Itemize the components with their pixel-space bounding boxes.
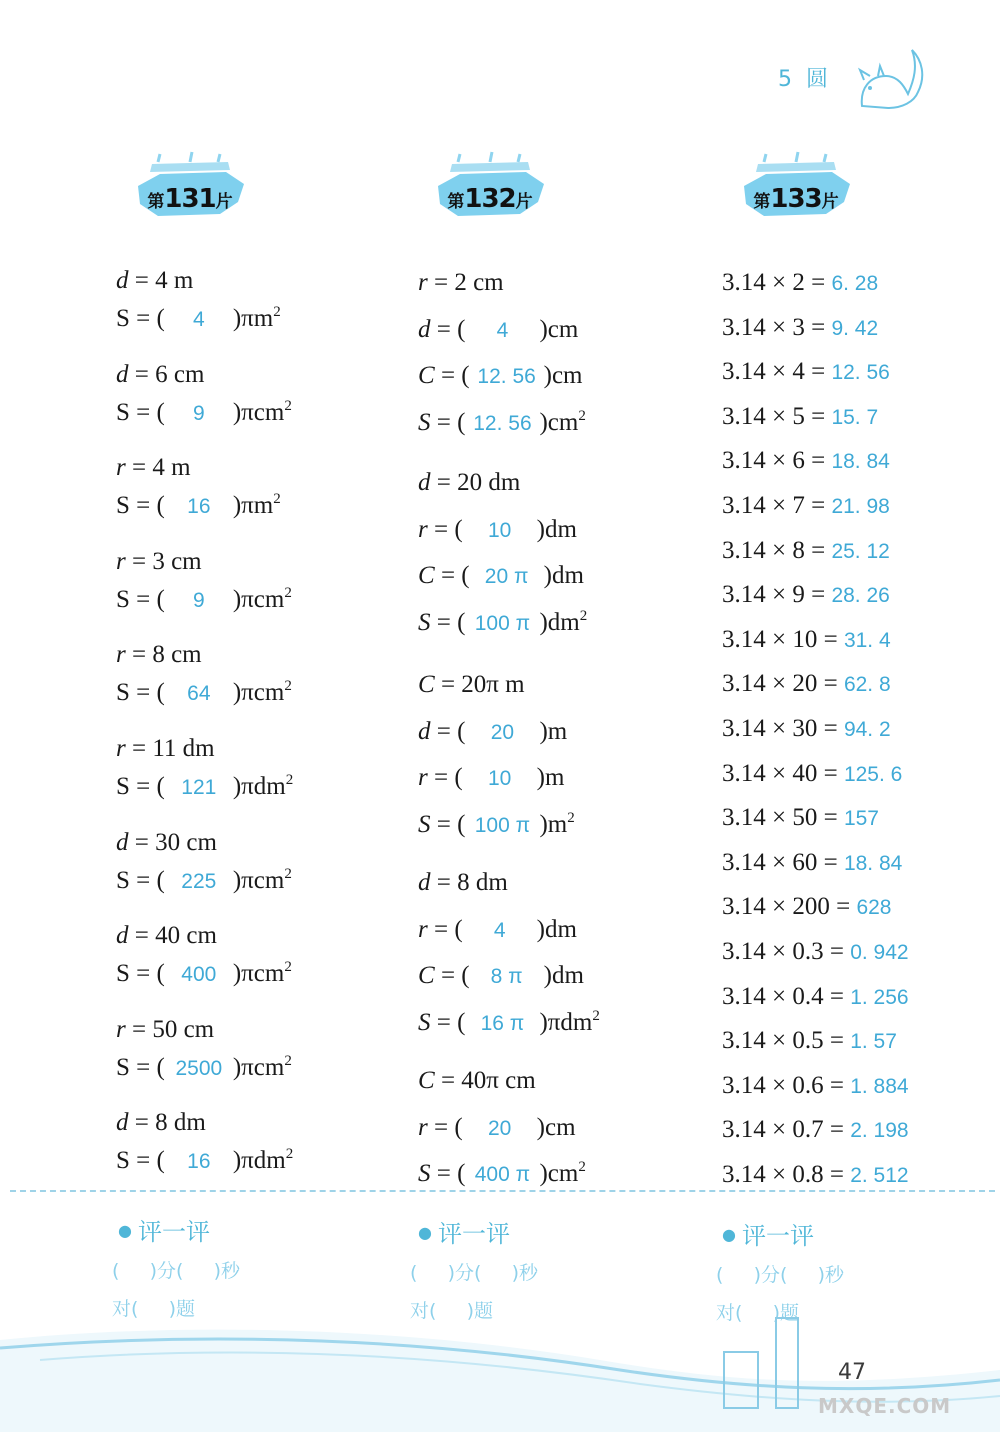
variable: d — [418, 869, 431, 896]
area-line — [116, 491, 281, 522]
blank-line — [418, 1008, 600, 1039]
given-value: = 8 dm — [430, 869, 508, 896]
answer-value: 400 π — [474, 1163, 531, 1186]
given-variable: r — [116, 735, 126, 762]
answer-value: 628 — [856, 896, 892, 920]
area-label: S = ( — [116, 679, 165, 707]
given-variable: r — [116, 454, 126, 482]
variable: S — [418, 810, 431, 838]
given-value: = 4 m — [128, 267, 194, 294]
equals-paren: = ( — [430, 1160, 466, 1187]
badge-suffix: 片 — [215, 192, 233, 212]
given-value: = 8 cm — [125, 641, 202, 669]
answer-value: 12. 56 — [473, 411, 532, 435]
blank-line — [418, 515, 577, 546]
multiplication-line — [722, 1115, 909, 1146]
equals-paren: = ( — [434, 562, 470, 589]
unit-label: )dm — [536, 915, 577, 943]
answer-value: 100 π — [474, 611, 531, 635]
answer-value: 1. 57 — [850, 1030, 897, 1054]
blank-line — [418, 810, 575, 841]
area-line — [116, 772, 293, 803]
unit-exponent: 2 — [284, 584, 292, 601]
expression: 3.14 × 8 = — [722, 536, 826, 564]
chapter-number: 5 — [778, 67, 806, 92]
answer-value: 9 — [192, 588, 205, 612]
variable: C — [418, 962, 435, 989]
evaluation-correct: 对( )题 — [112, 1298, 196, 1320]
answer-value: 225 — [181, 869, 217, 893]
answer-value: 25. 12 — [831, 539, 890, 563]
given-value: = 2 cm — [427, 269, 504, 296]
answer-value: 2. 512 — [850, 1164, 909, 1187]
unit-exponent: 2 — [285, 1146, 294, 1163]
given-value: = 40π cm — [434, 1067, 536, 1094]
unit-exponent: 2 — [284, 678, 292, 695]
badge-132 — [430, 150, 550, 230]
answer-value: 125. 6 — [843, 762, 903, 786]
unit-exponent: 2 — [579, 607, 588, 624]
given-value: = 3 cm — [125, 547, 202, 575]
answer-value: 18. 84 — [831, 450, 890, 474]
answer-value: 400 — [181, 963, 217, 987]
badge-prefix: 第 — [753, 192, 771, 212]
unit-label: )πcm — [232, 679, 285, 707]
answer-value: 6. 28 — [831, 272, 879, 295]
answer-value: 62. 8 — [843, 673, 891, 697]
unit-label: )πdm — [232, 1147, 286, 1175]
badge-suffix: 片 — [515, 192, 533, 212]
answer-value: 18. 84 — [843, 851, 903, 875]
blank-line — [418, 561, 584, 592]
badge-133 — [736, 150, 856, 230]
answer-value: 15. 7 — [831, 405, 879, 429]
given-line — [116, 921, 217, 951]
area-line — [116, 1146, 293, 1177]
variable: C — [418, 671, 435, 698]
area-label: S = ( — [116, 866, 165, 894]
blank-line — [418, 315, 578, 346]
answer-value: 12. 56 — [831, 361, 890, 385]
given-line — [116, 360, 204, 390]
expression: 3.14 × 9 = — [722, 581, 826, 609]
answer-value: 16 — [187, 1150, 211, 1174]
unit-label: )dm — [543, 562, 584, 589]
given-value: = 40 cm — [128, 922, 217, 950]
multiplication-line — [722, 357, 890, 388]
variable: C — [418, 1067, 435, 1094]
multiplication-line — [722, 937, 909, 968]
given-line — [116, 266, 193, 296]
equals-paren: = ( — [427, 1113, 463, 1141]
answer-value: 28. 26 — [831, 584, 890, 608]
unit-exponent: 2 — [567, 809, 575, 826]
given-line — [116, 828, 217, 858]
blank-line — [418, 408, 586, 439]
answer-value: 121 — [181, 776, 217, 799]
badge-prefix: 第 — [147, 192, 165, 212]
evaluation-title: ● 评一评 — [118, 1218, 210, 1246]
variable: d — [418, 469, 431, 496]
equals-paren: = ( — [430, 408, 466, 436]
expression: 3.14 × 0.4 = — [722, 982, 844, 1010]
blank-line — [418, 763, 564, 794]
given-value: = 30 cm — [128, 828, 217, 856]
answer-value: 16 — [187, 495, 211, 519]
unit-label: )m — [539, 810, 568, 838]
given-variable: d — [116, 1109, 129, 1137]
answer-value: 64 — [187, 682, 211, 706]
answer-value: 1. 256 — [850, 985, 909, 1009]
unit-exponent: 2 — [284, 1052, 292, 1069]
given-line — [116, 1015, 214, 1045]
multiplication-line — [722, 268, 878, 299]
answer-value: 9. 42 — [831, 316, 879, 340]
variable: C — [418, 562, 435, 589]
unit-exponent: 2 — [284, 397, 292, 414]
given-value: = 20π m — [434, 671, 525, 698]
multiplication-line — [722, 491, 890, 522]
unit-label: )πm — [232, 492, 274, 520]
given-value: = 4 m — [125, 454, 191, 482]
unit-label: )dm — [539, 608, 580, 636]
given-line — [418, 670, 525, 700]
multiplication-line — [722, 402, 878, 433]
unit-label: )dm — [543, 962, 584, 989]
equals-paren: = ( — [430, 717, 466, 745]
evaluation-title: ● 评一评 — [722, 1222, 814, 1250]
multiplication-line — [722, 848, 902, 879]
answer-value: 1. 884 — [850, 1074, 909, 1098]
multiplication-line — [722, 1071, 909, 1102]
expression: 3.14 × 10 = — [722, 625, 838, 653]
unit-label: )πcm — [232, 1053, 285, 1081]
expression: 3.14 × 0.5 = — [722, 1027, 844, 1055]
unit-exponent: 2 — [578, 1159, 586, 1175]
expression: 3.14 × 4 = — [722, 358, 826, 386]
unit-exponent: 2 — [284, 959, 292, 976]
expression: 3.14 × 2 = — [722, 269, 826, 296]
equals-paren: = ( — [434, 362, 470, 389]
answer-value: 2500 — [175, 1056, 223, 1080]
variable: r — [418, 269, 428, 296]
unit-label: )cm — [539, 315, 579, 343]
area-line — [116, 1053, 292, 1084]
given-variable: r — [116, 1015, 126, 1043]
given-line — [418, 268, 504, 298]
answer-value: 0. 942 — [850, 941, 909, 964]
answer-value: 10 — [487, 767, 512, 790]
area-line — [116, 585, 292, 616]
answer-value: 4 — [192, 308, 205, 331]
badge-prefix: 第 — [447, 192, 465, 212]
unit-label: )cm — [536, 1113, 576, 1141]
equals-paren: = ( — [430, 1008, 466, 1036]
watermark: MXQE.COM — [818, 1394, 952, 1418]
blank-line — [418, 915, 577, 946]
equals-paren: = ( — [427, 515, 463, 543]
given-line — [418, 468, 520, 498]
multiplication-line — [722, 625, 891, 656]
multiplication-line — [722, 669, 891, 700]
cat-decoration-icon — [852, 36, 934, 112]
given-value: = 8 dm — [128, 1109, 206, 1137]
area-line — [116, 398, 292, 429]
area-line — [116, 959, 292, 990]
unit-label: )πm — [232, 305, 274, 332]
unit-label: )πcm — [232, 866, 285, 894]
expression: 3.14 × 0.6 = — [722, 1071, 844, 1099]
badge-number: 133 — [770, 184, 822, 214]
area-line — [116, 304, 281, 335]
area-line — [116, 866, 292, 897]
expression: 3.14 × 3 = — [722, 313, 826, 341]
area-label: S = ( — [116, 398, 165, 426]
blank-line — [418, 961, 584, 992]
given-line — [116, 734, 215, 764]
answer-value: 4 — [496, 318, 509, 342]
answer-value: 16 π — [480, 1011, 525, 1035]
equals-paren: = ( — [430, 810, 466, 838]
section-divider — [10, 1190, 995, 1192]
badge-number: 131 — [164, 184, 216, 214]
area-label: S = ( — [116, 960, 165, 988]
unit-label: )cm — [539, 1160, 579, 1187]
variable: r — [418, 915, 428, 943]
variable: S — [418, 1008, 431, 1036]
answer-value: 157 — [843, 807, 879, 831]
expression: 3.14 × 200 = — [722, 893, 851, 921]
answer-value: 20 π — [484, 565, 529, 588]
variable: d — [418, 717, 431, 745]
expression: 3.14 × 0.3 = — [722, 938, 844, 965]
equals-paren: = ( — [430, 315, 466, 343]
chapter-heading — [778, 62, 842, 93]
expression: 3.14 × 20 = — [722, 670, 838, 698]
area-label: S = ( — [116, 305, 165, 332]
area-label: S = ( — [116, 492, 165, 520]
badge-suffix: 片 — [821, 192, 839, 212]
unit-exponent: 2 — [273, 491, 281, 508]
evaluation-correct: 对( )题 — [410, 1300, 494, 1322]
blank-line — [418, 608, 587, 639]
given-variable: r — [116, 641, 126, 669]
equals-paren: = ( — [430, 608, 466, 636]
multiplication-line — [722, 892, 892, 923]
multiplication-line — [722, 446, 890, 477]
badge-number: 132 — [464, 184, 516, 214]
given-line — [116, 547, 202, 577]
evaluation-title: ● 评一评 — [418, 1220, 510, 1248]
given-value: = 20 dm — [430, 469, 521, 496]
given-value: = 50 cm — [125, 1015, 215, 1043]
page-number: 47 — [838, 1360, 866, 1385]
blank-line — [418, 361, 583, 392]
answer-value: 31. 4 — [843, 628, 891, 652]
area-label: S = ( — [116, 773, 165, 800]
answer-value: 100 π — [474, 813, 531, 837]
expression: 3.14 × 5 = — [722, 402, 826, 430]
blank-line — [418, 1159, 586, 1190]
chapter-title: 圆 — [806, 67, 843, 92]
given-variable: d — [116, 922, 129, 950]
blank-line — [418, 717, 567, 748]
variable: S — [418, 1160, 431, 1187]
unit-label: )m — [536, 764, 565, 791]
multiplication-line — [722, 803, 879, 834]
evaluation-time: ( )分( )秒 — [410, 1262, 539, 1284]
evaluation-correct: 对( )题 — [716, 1302, 800, 1324]
unit-exponent: 2 — [578, 407, 586, 424]
area-label: S = ( — [116, 1147, 165, 1175]
area-label: S = ( — [116, 585, 165, 613]
badge-131 — [130, 150, 250, 230]
multiplication-line — [722, 1160, 909, 1191]
unit-label: )dm — [536, 515, 577, 543]
given-variable: d — [116, 828, 129, 856]
equals-paren: = ( — [434, 962, 470, 989]
unit-exponent: 2 — [592, 1007, 600, 1024]
multiplication-line — [722, 1026, 897, 1057]
answer-value: 20 — [487, 1116, 512, 1140]
given-variable: d — [116, 267, 129, 294]
variable: r — [418, 764, 428, 791]
answer-value: 12. 56 — [477, 365, 536, 388]
answer-value: 94. 2 — [843, 718, 891, 741]
equals-paren: = ( — [427, 915, 463, 943]
unit-exponent: 2 — [273, 304, 281, 320]
unit-label: )m — [539, 717, 568, 745]
expression: 3.14 × 50 = — [722, 804, 838, 832]
multiplication-line — [722, 982, 909, 1013]
given-line — [418, 1066, 536, 1096]
unit-label: )πcm — [232, 398, 285, 426]
given-line — [116, 640, 202, 670]
given-line — [116, 453, 191, 483]
unit-label: )πdm — [232, 773, 286, 800]
evaluation-time: ( )分( )秒 — [716, 1264, 845, 1286]
blank-line — [418, 1113, 576, 1144]
answer-value: 20 — [490, 720, 515, 744]
area-label: S = ( — [116, 1053, 165, 1081]
multiplication-line — [722, 580, 890, 611]
expression: 3.14 × 7 = — [722, 492, 826, 519]
variable: r — [418, 515, 428, 543]
unit-exponent: 2 — [285, 772, 294, 788]
variable: C — [418, 362, 435, 389]
multiplication-line — [722, 313, 878, 344]
given-line — [116, 1108, 206, 1138]
expression: 3.14 × 60 = — [722, 848, 838, 876]
variable: r — [418, 1113, 428, 1141]
variable: S — [418, 608, 431, 636]
answer-value: 10 — [487, 518, 512, 542]
unit-label: )πdm — [539, 1008, 593, 1036]
multiplication-line — [722, 714, 891, 745]
answer-value: 8 π — [490, 965, 523, 988]
variable: S — [418, 408, 431, 436]
answer-value: 2. 198 — [850, 1119, 909, 1143]
equals-paren: = ( — [427, 764, 463, 791]
given-value: = 11 dm — [125, 735, 215, 762]
variable: d — [418, 315, 431, 343]
unit-exponent: 2 — [284, 865, 292, 882]
expression: 3.14 × 0.7 = — [722, 1116, 844, 1144]
expression: 3.14 × 40 = — [722, 759, 838, 787]
unit-label: )cm — [539, 408, 579, 436]
evaluation-time: ( )分( )秒 — [112, 1260, 241, 1282]
multiplication-line — [722, 536, 890, 567]
unit-label: )πcm — [232, 960, 285, 988]
unit-label: )πcm — [232, 585, 285, 613]
answer-value: 4 — [493, 918, 506, 942]
unit-label: )cm — [543, 362, 583, 389]
given-variable: r — [116, 547, 126, 575]
given-variable: d — [116, 360, 129, 388]
given-value: = 6 cm — [128, 360, 205, 388]
answer-value: 9 — [192, 401, 205, 425]
given-line — [418, 868, 508, 898]
expression: 3.14 × 0.8 = — [722, 1161, 844, 1188]
expression: 3.14 × 30 = — [722, 715, 838, 742]
multiplication-line — [722, 759, 902, 790]
answer-value: 21. 98 — [831, 495, 890, 518]
expression: 3.14 × 6 = — [722, 447, 826, 475]
area-line — [116, 678, 292, 709]
